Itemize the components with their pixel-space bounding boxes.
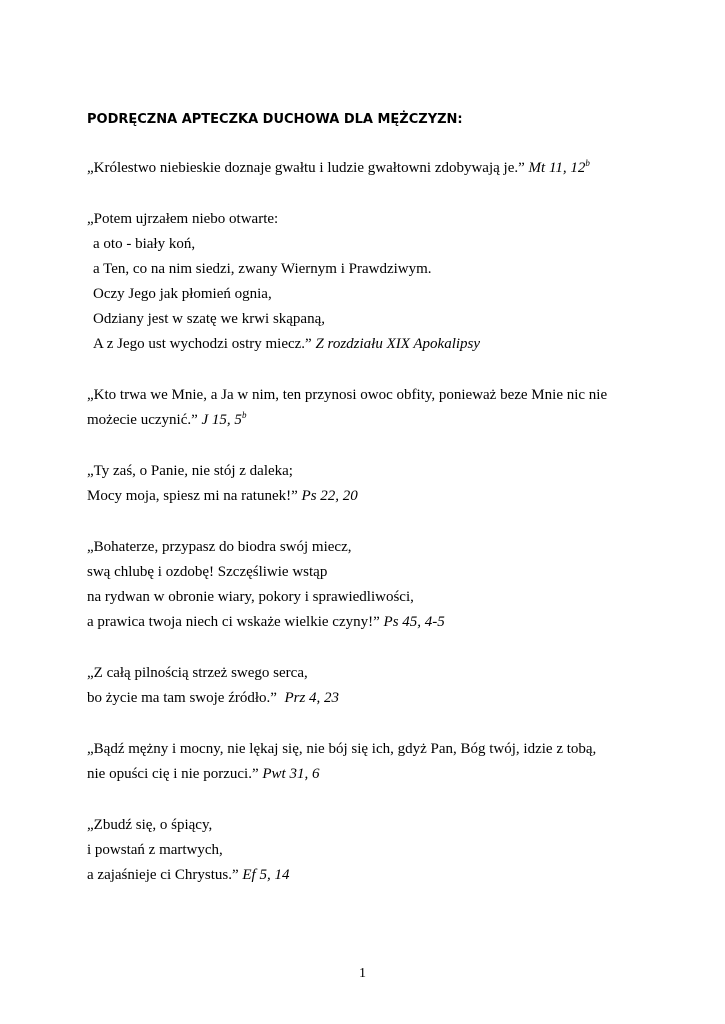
quote-text: a oto - biały koń, (93, 236, 196, 252)
reference-superscript: b (585, 158, 590, 168)
quote-line (87, 535, 687, 560)
quote-text: „Zbudź się, o śpiący, (87, 817, 213, 833)
quote-line (87, 585, 687, 610)
quote-text: A z Jego ust wychodzi ostry miecz.” (93, 336, 316, 352)
quote-line (87, 156, 687, 181)
scripture-reference: Mt 11, 12$^b$ (528, 158, 590, 176)
quote-line (87, 408, 687, 433)
quote-text: „Potem ujrzałem niebo otwarte: (87, 211, 279, 227)
quote-text: „Ty zaś, o Panie, nie stój z daleka; (87, 463, 293, 479)
quote-text: a zajaśnieje ci Chrystus.” (87, 867, 243, 883)
scripture-reference: Prz 4, 23 (284, 690, 340, 706)
scripture-reference: Ps 22, 20 (301, 488, 358, 504)
page-title: PODRĘCZNA APTECZKA DUCHOWA DLA MĘŻCZYZN: (87, 112, 463, 127)
scripture-reference: Ps 45, 4-5 (383, 614, 445, 630)
quote-line (87, 838, 687, 863)
quote-text: Odziany jest w szatę we krwi skąpaną, (93, 311, 326, 327)
quote-line (87, 610, 687, 635)
quote-text: na rydwan w obronie wiary, pokory i sprawiedliwości, (87, 589, 414, 605)
quote-line (87, 307, 687, 332)
quote-stanza-5 (87, 535, 687, 635)
quote-text: a Ten, co na nim siedzi, zwany Wiernym i Prawdziwym. (93, 261, 432, 277)
quote-line (87, 232, 687, 257)
quote-line (87, 383, 687, 408)
quote-line (87, 737, 687, 762)
quote-stanza-7 (87, 737, 687, 787)
quote-stanza-8 (87, 813, 687, 888)
quote-stanza-6 (87, 661, 687, 711)
quote-stanza-1 (87, 156, 687, 181)
quote-text: i powstań z martwych, (87, 842, 223, 858)
quote-text: nie opuści cię i nie porzuci.” (87, 766, 263, 782)
quote-text: Oczy Jego jak płomień ognia, (93, 286, 272, 302)
quote-text: Mocy moja, spiesz mi na ratunek!” (87, 488, 302, 504)
quote-line (87, 282, 687, 307)
quote-line (87, 560, 687, 585)
quote-line (87, 257, 687, 282)
quote-text: możecie uczynić.” (87, 412, 202, 428)
quote-text: swą chlubę i ozdobę! Szczęśliwie wstąp (87, 564, 328, 580)
quote-line (87, 332, 687, 357)
quotes-list (87, 156, 687, 914)
quote-stanza-3 (87, 383, 687, 433)
quote-line (87, 863, 687, 888)
quote-line (87, 686, 687, 711)
reference-superscript: b (241, 410, 247, 420)
quote-stanza-4 (87, 459, 687, 509)
quote-line (87, 207, 687, 232)
quote-text: bo życie ma tam swoje źródło.” (87, 690, 285, 706)
quote-text: „Z całą pilnością strzeż swego serca, (87, 665, 308, 681)
quote-line (87, 661, 687, 686)
quote-line (87, 459, 687, 484)
scripture-reference: Ef 5, 14 (242, 867, 290, 883)
quote-line (87, 484, 687, 509)
scripture-reference: J 15, 5$^b$ (201, 410, 247, 428)
page-number: 1 (359, 966, 366, 981)
quote-text: „Bohaterze, przypasz do biodra swój miecz, (87, 539, 352, 555)
quote-text: „Bądź mężny i mocny, nie lękaj się, nie bój się ich, gdyż Pan, Bóg twój, idzie z tobą, (87, 741, 597, 757)
scripture-reference: Pwt 31, 6 (262, 766, 320, 782)
scripture-reference: Z rozdziału XIX Apokalipsy (315, 336, 481, 352)
quote-line (87, 813, 687, 838)
quote-stanza-2 (87, 207, 687, 357)
quote-text: „Królestwo niebieskie doznaje gwałtu i ludzie gwałtowni zdobywają je.” (87, 160, 529, 176)
quote-text: a prawica twoja niech ci wskaże wielkie czyny!” (87, 614, 384, 630)
quote-text: „Kto trwa we Mnie, a Ja w nim, ten przynosi owoc obfity, ponieważ beze Mnie nic nie (87, 387, 608, 403)
quote-line (87, 762, 687, 787)
